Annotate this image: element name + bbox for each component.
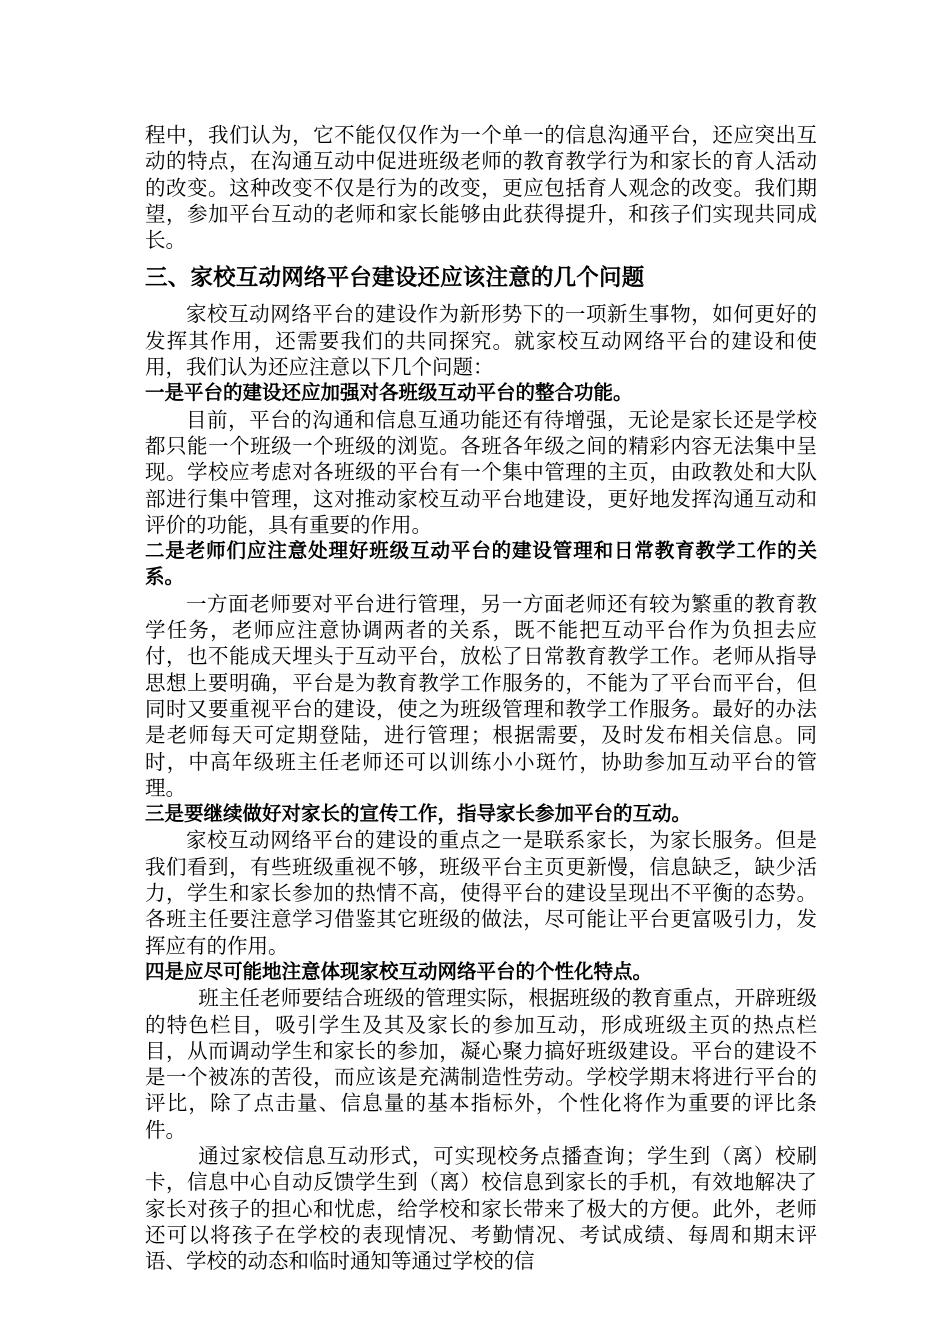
- closing-paragraph: 通过家校信息互动形式，可实现校务点播查询；学生到（离）校刷卡，信息中心自动反馈学生到（离）校信息到家长的手机，有效地解决了家长对孩子的担心和忧虑，给学校和家长带来了极大的方便。此外，老师还可以将孩子在学校的表现情况、考勤情况、考试成绩、每周和期末评语、学校的动态和临时通知等通过学校的信: [145, 1143, 817, 1274]
- intro-paragraph: 程中，我们认为，它不能仅仅作为一个单一的信息沟通平台，还应突出互动的特点，在沟通互动中促进班级老师的教育教学行为和家长的育人活动的改变。这种改变不仅是行为的改变，更应包括育人观念的改变。我们期望，参加平台互动的老师和家长能够由此获得提升，和孩子们实现共同成长。: [145, 123, 817, 253]
- point-2-heading: 二是老师们应注意处理好班级互动平台的建设管理和日常教育教学工作的关系。: [145, 539, 817, 589]
- document-page: [145, 122, 817, 1274]
- point-3-heading: 三是要继续做好对家长的宣传工作，指导家长参加平台的互动。: [145, 802, 692, 826]
- section-intro-paragraph: 家校互动网络平台的建设作为新形势下的一项新生事物，如何更好的发挥其作用，还需要我们的共同探究。就家校互动网络平台的建设和使用，我们认为还应注意以下几个问题：: [145, 302, 817, 380]
- point-4-body: 班主任老师要结合班级的管理实际，根据班级的教育重点，开辟班级的特色栏目，吸引学生及其及家长的参加互动，形成班级主页的热点栏目，从而调动学生和家长的参加，凝心聚力搞好班级建设。平台的建设不是一个被冻的苦役，而应该是充满制造性劳动。学校学期末将进行平台的评比，除了点击量、信息量的基本指标外，个性化将作为重要的评比条件。: [145, 986, 817, 1142]
- point-1-heading: 一是平台的建设还应加强对各班级互动平台的整合功能。: [145, 381, 633, 405]
- section-heading: 三、家校互动网络平台建设还应该注意的几个问题: [145, 265, 645, 292]
- point-3-body: 家校互动网络平台的建设的重点之一是联系家长，为家长服务。但是我们看到，有些班级重视不够，班级平台主页更新慢，信息缺乏，缺少活力，学生和家长参加的热情不高，使得平台的建设呈现出不平衡的态势。各班主任要注意学习借鉴其它班级的做法，尽可能让平台更富吸引力，发挥应有的作用。: [145, 828, 817, 958]
- point-2-body: 一方面老师要对平台进行管理，另一方面老师还有较为繁重的教育教学任务，老师应注意协调两者的关系，既不能把互动平台作为负担去应付，也不能成天埋头于互动平台，放松了日常教育教学工作。老师从指导思想上要明确，平台是为教育教学工作服务的，不能为了平台而平台，但同时又要重视平台的建设，使之为班级管理和教学工作服务。最好的办法是老师每天可定期登陆，进行管理；根据需要，及时发布相关信息。同时，中高年级班主任老师还可以训练小小斑竹，协助参加互动平台的管理。: [145, 591, 817, 800]
- point-1-body: 目前，平台的沟通和信息互通功能还有待增强，无论是家长还是学校都只能一个班级一个班级的浏览。各班各年级之间的精彩内容无法集中呈现。学校应考虑对各班级的平台有一个集中管理的主页，由政教处和大队部进行集中管理，这对推动家校互动平台地建设，更好地发挥沟通互动和评价的功能，具有重要的作用。: [145, 407, 817, 537]
- point-4-heading: 四是应尽可能地注意体现家校互动网络平台的个性化特点。: [145, 959, 653, 983]
